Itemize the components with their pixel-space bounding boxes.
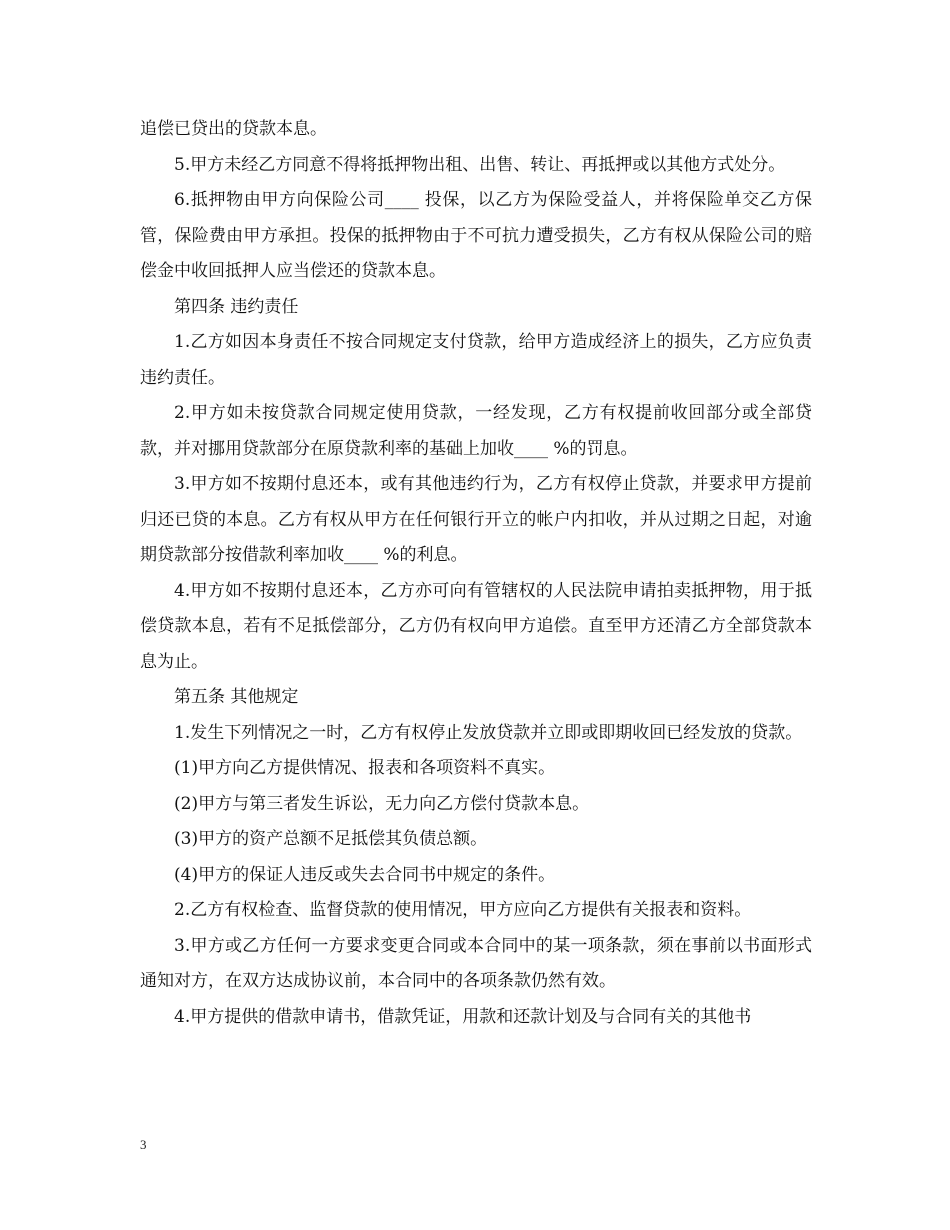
paragraph-continuation: 追偿已贷出的贷款本息。 — [140, 119, 327, 139]
paragraph-clause-5-1: 1.发生下列情况之一时，乙方有权停止发放贷款并立即或即期收回已经发放的贷款。 — [174, 722, 803, 743]
paragraph-clause-3-5: 5.甲方未经乙方同意不得将抵押物出租、出售、转让、再抵押或以其他方式处分。 — [174, 154, 786, 175]
document-body — [140, 112, 812, 1035]
paragraph-clause-5-2: 2.乙方有权检查、监督贷款的使用情况，甲方应向乙方提供有关报表和资料。 — [174, 900, 752, 920]
paragraph-sub-item-2: (2)甲方与第三者发生诉讼，无力向乙方偿付贷款本息。 — [174, 793, 590, 814]
paragraph-clause-4-4: 4.甲方如不按期付息还本，乙方亦可向有管辖权的人民法院申请拍卖抵押物，用于抵偿贷款本息，若有不足抵偿部分，乙方仍有权向甲方追偿。直至甲方还清乙方全部贷款本息为止。 — [140, 580, 812, 672]
paragraph-sub-item-4: (4)甲方的保证人违反或失去合同书中规定的条件。 — [174, 864, 556, 885]
paragraph-sub-item-3: (3)甲方的资产总额不足抵偿其负债总额。 — [174, 829, 488, 849]
section-heading-article-4: 第四条 违约责任 — [174, 296, 299, 317]
paragraph-clause-5-4: 4.甲方提供的借款申请书，借款凭证，用款和还款计划及与合同有关的其他书 — [174, 1006, 752, 1027]
page-number: 3 — [140, 1137, 147, 1152]
section-heading-article-5: 第五条 其他规定 — [174, 687, 299, 707]
paragraph-clause-3-6: 6.抵押物由甲方向保险公司____ 投保，以乙方为保险受益人，并将保险单交乙方保管，保险费由甲方承担。投保的抵押物由于不可抗力遭受损失，乙方有权从保险公司的赔偿金中收回抵押人应当偿还的贷款本息。 — [140, 190, 812, 281]
paragraph-clause-4-1: 1.乙方如因本身责任不按合同规定支付贷款，给甲方造成经济上的损失，乙方应负责违约责任。 — [140, 332, 812, 388]
paragraph-clause-4-3: 3.甲方如不按期付息还本，或有其他违约行为，乙方有权停止贷款，并要求甲方提前归还已贷的本息。乙方有权从甲方在任何银行开立的帐户内扣收，并从过期之日起，对逾期贷款部分按借款利率加收____ %的利息。 — [140, 474, 812, 565]
paragraph-sub-item-1: (1)甲方向乙方提供情况、报表和各项资料不真实。 — [174, 758, 556, 778]
paragraph-clause-4-2: 2.甲方如未按贷款合同规定使用贷款，一经发现，乙方有权提前收回部分或全部贷款，并对挪用贷款部分在原贷款利率的基础上加收____ %的罚息。 — [140, 403, 812, 459]
paragraph-clause-5-3: 3.甲方或乙方任何一方要求变更合同或本合同中的某一项条款，须在事前以书面形式通知对方，在双方达成协议前，本合同中的各项条款仍然有效。 — [140, 935, 812, 991]
